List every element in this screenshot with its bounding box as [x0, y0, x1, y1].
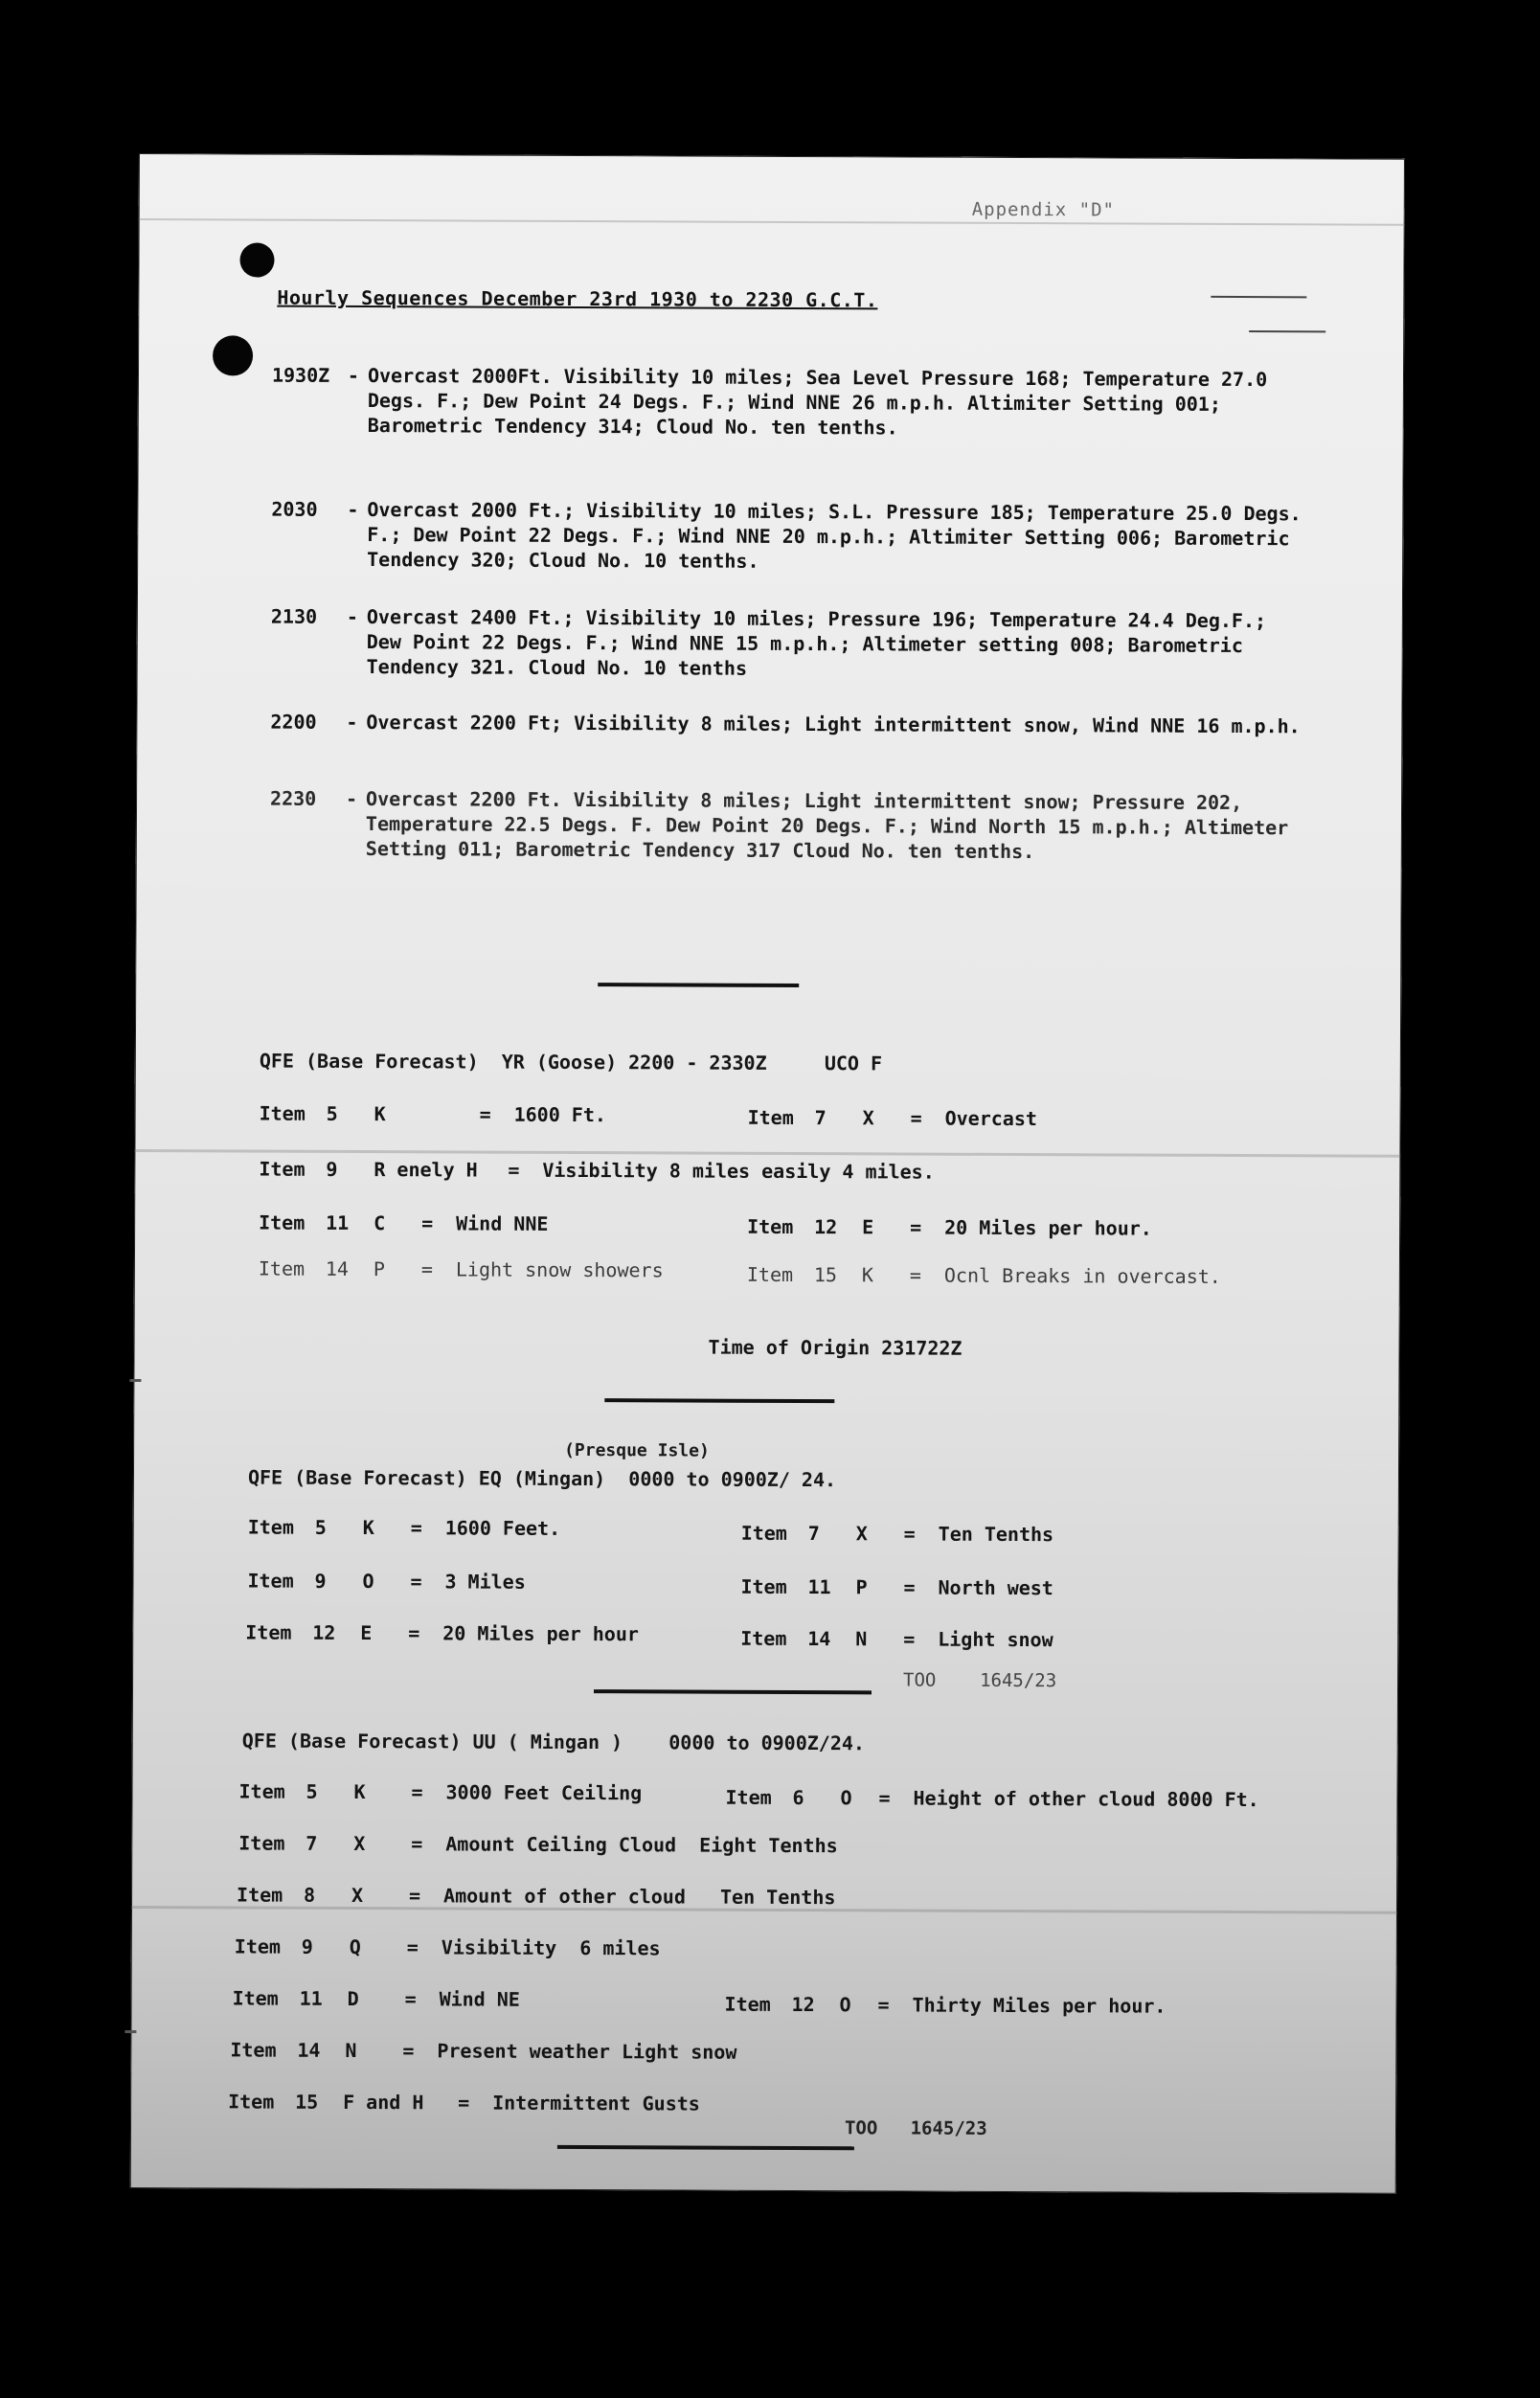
item-code: X: [862, 1106, 874, 1130]
item-equals: =: [406, 1935, 419, 1959]
item-label: Item: [238, 1779, 285, 1803]
item-equals: =: [411, 1832, 423, 1856]
item-code: O: [839, 1993, 851, 2017]
item-code: Q: [349, 1934, 361, 1959]
item-value: Light snow: [938, 1627, 1053, 1652]
item-label: Item: [740, 1626, 787, 1650]
item-value: Intermittent Gusts: [492, 2091, 700, 2115]
item-code: P: [855, 1575, 868, 1599]
item-code: K: [353, 1779, 366, 1804]
observation-row: [271, 497, 1305, 577]
forecast-item: [245, 1621, 639, 1646]
margin-mark: [129, 1379, 141, 1382]
item-label: Item: [724, 1992, 771, 2016]
observation-row: [270, 786, 1304, 866]
observation-time: 1930Z: [271, 363, 330, 387]
too-signature: TOO 1645/23: [844, 2117, 987, 2139]
section-divider: [604, 1398, 834, 1403]
observation-row: [270, 710, 1304, 739]
item-label: Item: [258, 1256, 306, 1280]
item-number: 12: [791, 1992, 815, 2017]
document-sheet: [130, 153, 1405, 2194]
punch-hole: [239, 242, 274, 277]
item-code: O: [362, 1570, 374, 1594]
observation-text: Overcast 2400 Ft.; Visibility 10 miles; Pressure 196; Temperature 24.4 Deg.F.; Dew Point 22 Degs. F.; Wind NNE 15 m.p.h.; Altimeter setting 008; Barometric Tendency 321. Cloud No. 10 tenths: [366, 605, 1267, 680]
forecast-item: [260, 1102, 606, 1127]
item-number: 12: [312, 1620, 336, 1644]
item-number: 5: [326, 1101, 338, 1125]
item-value: Ten Tenths: [938, 1522, 1054, 1547]
item-number: 9: [314, 1569, 327, 1593]
forecast-item: [237, 1883, 836, 1909]
forecast-header: QFE (Base Forecast) EQ (Mingan) 0000 to 0900Z/ 24.: [247, 1465, 837, 1492]
dash: -: [347, 497, 359, 522]
item-value: 1600 Feet.: [444, 1516, 561, 1540]
item-equals: =: [409, 1884, 421, 1908]
punch-hole: [213, 335, 253, 375]
forecast-item: [747, 1215, 1152, 1240]
item-label: Item: [740, 1521, 787, 1545]
item-label: Item: [228, 2090, 275, 2114]
forecast-item: [259, 1211, 548, 1235]
station-note: (Presque Isle): [564, 1439, 710, 1461]
item-code: C: [374, 1211, 386, 1235]
item-number: 14: [807, 1627, 831, 1651]
item-equals: =: [903, 1575, 916, 1599]
forecast-item: [740, 1575, 1053, 1599]
item-equals: =: [877, 1993, 890, 2017]
item-number: 5: [314, 1515, 327, 1539]
item-number: 7: [306, 1831, 318, 1855]
page-title: Hourly Sequences December 23rd 1930 to 2230 G.C.T.: [277, 285, 878, 312]
item-number: 14: [297, 2038, 321, 2062]
forecast-item: [259, 1257, 664, 1282]
time-of-origin: Time of Origin 231722Z: [708, 1335, 962, 1360]
forecast-item: [725, 1786, 1258, 1811]
item-value: Present weather Light snow: [437, 2039, 737, 2064]
forecast-item: [233, 1986, 520, 2010]
item-value: 3 Miles: [444, 1570, 526, 1594]
item-code: R enely H: [374, 1158, 478, 1182]
item-value: 20 Miles per hour.: [944, 1215, 1152, 1240]
dash: -: [346, 604, 358, 629]
item-number: 9: [301, 1934, 313, 1958]
fold-line: [134, 1149, 1400, 1158]
too-signature: TOO 1645/23: [903, 1669, 1057, 1692]
item-equals: =: [404, 1987, 417, 2011]
item-equals: =: [878, 1786, 891, 1810]
observation-text: Overcast 2200 Ft. Visibility 8 miles; Light intermittent snow; Pressure 202, Temperature 22.5 Degs. F. Dew Point 20 Degs. F.; Wind North 15 m.p.h.; Altimeter Setting 011; Barometric Tendency 317 Cloud No. ten tenths.: [365, 787, 1289, 864]
item-number: 15: [813, 1263, 838, 1287]
item-code: F and H: [343, 2090, 424, 2115]
item-label: Item: [746, 1262, 794, 1286]
item-value: 3000 Feet Ceiling: [445, 1780, 643, 1805]
item-code: O: [840, 1786, 852, 1810]
item-equals: =: [411, 1780, 423, 1804]
forecast-item: [741, 1522, 1054, 1546]
margin-mark: [125, 2030, 136, 2033]
forecast-item: [228, 2090, 700, 2115]
item-label: Item: [238, 1831, 285, 1855]
item-label: Item: [747, 1105, 794, 1129]
item-number: 8: [304, 1883, 316, 1907]
forecast-item: [238, 1779, 642, 1804]
dash: -: [346, 710, 358, 735]
item-equals: =: [410, 1516, 422, 1540]
observation-row: [272, 363, 1306, 442]
item-value: North west: [938, 1575, 1053, 1600]
dash: -: [345, 786, 358, 811]
item-code: E: [862, 1215, 874, 1239]
item-code: X: [855, 1522, 868, 1546]
item-equals: =: [458, 2091, 470, 2115]
item-number: 9: [326, 1157, 338, 1181]
item-code: E: [360, 1621, 373, 1645]
item-value: Amount Ceiling Cloud Eight Tenths: [445, 1832, 838, 1858]
appendix-label: Appendix "D": [971, 198, 1116, 221]
item-code: K: [861, 1263, 873, 1287]
item-equals: =: [479, 1102, 491, 1126]
item-label: Item: [237, 1883, 283, 1907]
forecast-item: [235, 1934, 661, 1959]
item-number: 11: [299, 1986, 323, 2010]
item-equals: =: [910, 1106, 922, 1130]
item-number: 14: [325, 1256, 350, 1280]
item-label: Item: [725, 1785, 772, 1809]
item-value: Amount of other cloud Ten Tenths: [443, 1884, 836, 1910]
item-value: Height of other cloud 8000 Ft.: [913, 1786, 1259, 1812]
item-number: 12: [814, 1215, 838, 1239]
margin-mark: [1211, 296, 1306, 298]
item-equals: =: [420, 1257, 434, 1281]
item-value: Overcast: [944, 1106, 1037, 1131]
item-value: Visibility 8 miles easily 4 miles.: [542, 1158, 935, 1184]
item-code: P: [373, 1257, 386, 1281]
item-label: Item: [259, 1157, 306, 1181]
observation-time: 2030: [271, 497, 318, 521]
item-number: 7: [807, 1522, 820, 1546]
item-value: Wind NE: [439, 1987, 520, 2011]
item-code: K: [374, 1102, 386, 1126]
forecast-item: [747, 1263, 1221, 1288]
item-code: X: [351, 1883, 364, 1908]
forecast-item: [725, 1993, 1166, 2018]
item-label: Item: [259, 1101, 306, 1125]
item-equals: =: [410, 1570, 422, 1594]
item-label: Item: [245, 1620, 292, 1644]
forecast-item: [248, 1516, 561, 1540]
item-number: 7: [814, 1106, 827, 1130]
item-number: 11: [807, 1575, 831, 1599]
item-code: D: [347, 1986, 359, 2011]
forecast-header: QFE (Base Forecast) UU ( Mingan ) 0000 to 0900Z/24.: [241, 1729, 866, 1755]
item-number: 5: [306, 1779, 318, 1803]
item-value: 20 Miles per hour: [442, 1621, 640, 1646]
item-label: Item: [230, 2038, 277, 2062]
item-equals: =: [402, 2039, 415, 2063]
dash: -: [347, 363, 360, 388]
forecast-item: [247, 1570, 525, 1594]
item-value: Wind NNE: [456, 1211, 549, 1235]
item-number: 11: [326, 1210, 350, 1234]
item-equals: =: [408, 1621, 420, 1645]
item-equals: =: [508, 1158, 520, 1182]
section-divider: [594, 1689, 872, 1694]
item-label: Item: [232, 1986, 279, 2010]
item-code: N: [855, 1627, 868, 1651]
item-label: Item: [747, 1214, 794, 1238]
forecast-item: [238, 1831, 838, 1857]
item-value: Visibility 6 miles: [441, 1935, 661, 1960]
item-equals: =: [421, 1211, 434, 1235]
margin-mark: [1249, 330, 1325, 332]
observation-time: 2200: [270, 710, 317, 734]
item-code: K: [362, 1516, 374, 1540]
section-divider: [598, 983, 799, 987]
item-label: Item: [740, 1574, 787, 1598]
item-value: Light snow showers: [455, 1257, 664, 1282]
fold-line: [139, 218, 1405, 226]
forecast-item: [259, 1158, 935, 1184]
observation-text: Overcast 2200 Ft; Visibility 8 miles; Light intermittent snow, Wind NNE 16 m.p.h.: [366, 711, 1301, 738]
item-label: Item: [234, 1934, 282, 1958]
observation-row: [271, 604, 1305, 684]
item-value: Thirty Miles per hour.: [912, 1993, 1166, 2018]
observation-time: 2130: [270, 604, 318, 628]
forecast-item: [748, 1106, 1037, 1130]
observation-text: Overcast 2000Ft. Visibility 10 miles; Sea Level Pressure 168; Temperature 27.0 Degs. F.; Dew Point 24 Degs. F.; Wind NNE 26 m.p.h. Altimiter Setting 001; Barometric Tendency 314; Cloud No. ten tenths.: [367, 364, 1268, 440]
item-label: Item: [259, 1210, 306, 1234]
item-code: N: [345, 2038, 357, 2063]
forecast-header: QFE (Base Forecast) YR (Goose) 2200 - 2330Z UCO F: [259, 1049, 883, 1075]
observation-time: 2230: [270, 786, 317, 810]
item-code: X: [353, 1831, 366, 1856]
item-number: 15: [295, 2090, 319, 2114]
item-equals: =: [903, 1627, 916, 1651]
item-value: Ocnl Breaks in overcast.: [943, 1263, 1221, 1288]
section-divider: [557, 2145, 854, 2150]
item-equals: =: [910, 1215, 922, 1239]
forecast-item: [740, 1627, 1053, 1651]
item-label: Item: [247, 1515, 294, 1539]
item-label: Item: [247, 1569, 294, 1593]
forecast-item: [230, 2038, 736, 2063]
item-number: 6: [792, 1785, 804, 1810]
item-equals: =: [903, 1522, 916, 1546]
item-value: 1600 Ft.: [513, 1102, 607, 1127]
item-equals: =: [909, 1263, 921, 1287]
observation-text: Overcast 2000 Ft.; Visibility 10 miles; S.L. Pressure 185; Temperature 25.0 Degs. F.; Dew Point 22 Degs. F.; Wind NNE 20 m.p.h.; Altimiter Setting 006; Barometric Tendency 320; Cloud No. 10 tenths.: [367, 498, 1302, 573]
